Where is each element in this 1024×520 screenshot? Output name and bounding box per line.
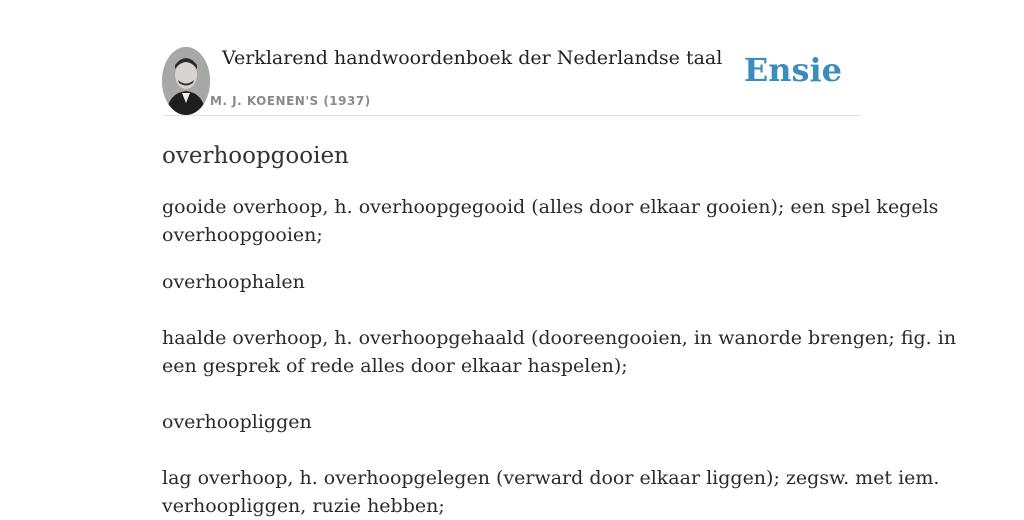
sub-entry-word: overhoophalen: [162, 271, 305, 293]
entry-content: [162, 141, 957, 520]
sub-entry-definition-line: haalde overhoop, h. overhoopgehaald (dooreengooien, in wanorde brengen; fig. in: [162, 327, 957, 349]
sub-entry-definition-line: lag overhoop, h. overhoopgelegen (verward door elkaar liggen); zegsw. met iem.: [162, 467, 940, 489]
sub-entry-definition-line: verhoopliggen, ruzie hebben;: [162, 495, 445, 517]
sub-entry-word: overhoopliggen: [162, 411, 312, 433]
site-header: [162, 0, 862, 116]
ensie-logo-link[interactable]: Ensie: [743, 51, 842, 89]
page: [162, 0, 957, 520]
definition-line: overhoopgooien;: [162, 224, 323, 246]
book-title[interactable]: Verklarend handwoordenboek der Nederlandse taal: [222, 47, 723, 69]
author-portrait-image: [162, 47, 210, 115]
entry-headword: overhoopgooien: [162, 143, 349, 169]
author-portrait: [162, 47, 210, 115]
author-label: M. J. KOENEN'S (1937): [210, 94, 371, 108]
definition-line: gooide overhoop, h. overhoopgegooid (alles door elkaar gooien); een spel kegels: [162, 196, 939, 218]
sub-entry-definition-line: een gesprek of rede alles door elkaar haspelen);: [162, 355, 628, 377]
